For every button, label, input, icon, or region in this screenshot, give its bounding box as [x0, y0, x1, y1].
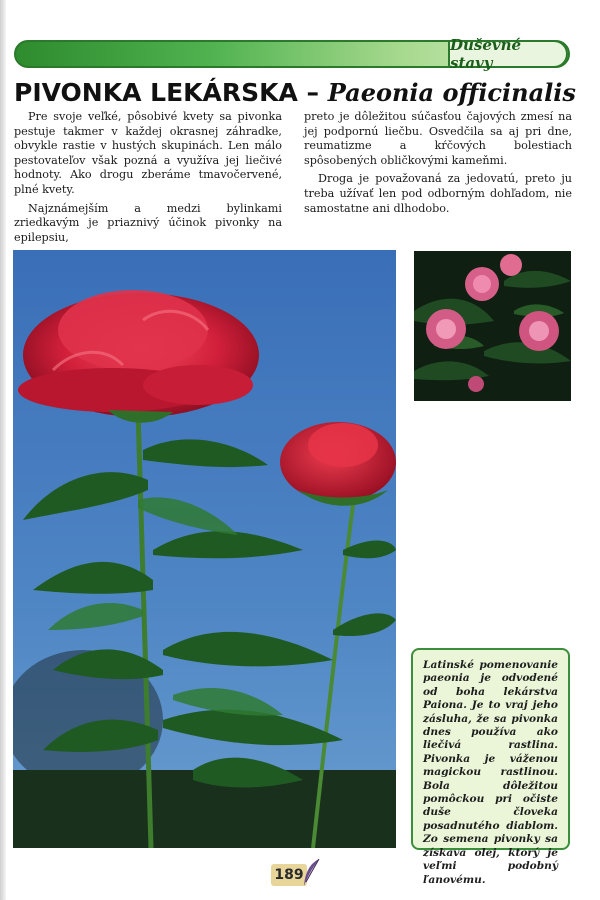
page-edge [0, 0, 6, 900]
title-latin: Paeonia officinalis [327, 78, 576, 107]
page-footer [267, 858, 327, 892]
paragraph: preto je dôležitou súčasťou čajových zmesí na jej podpornú liečbu. Osvedčila sa aj pri dne, reumatizme a kŕčových bolestiach spôsobených obličkovými kameňmi. [304, 110, 572, 167]
paragraph: Pre svoje veľké, pôsobivé kvety sa pivonka pestuje takmer v každej okrasnej záhradke, obvykle rastie v hustých skupinách. Len málo pestovateľov však pozná a využíva jej liečivé hodnoty. Ako drogu zberáme tmavočervené, plné kvety. [14, 110, 282, 196]
text-column-right [304, 110, 572, 220]
peony-photo-small [414, 251, 571, 401]
paragraph: Najznámejším a medzi bylinkami zriedkavým je priaznivý účinok pivonky na epilepsiu, [14, 201, 282, 244]
section-label: Duševné stavy [448, 40, 568, 68]
info-box [411, 648, 570, 886]
page-title [14, 78, 584, 107]
paragraph: Droga je považovaná za jedovatú, preto ju treba užívať len pod odborným dohľadom, nie samostatne ani dlhodobo. [304, 172, 572, 215]
page-number: 189 [271, 864, 307, 886]
text-column-left [14, 110, 282, 249]
peony-photo-main [13, 250, 396, 848]
quill-icon [301, 858, 323, 888]
info-box-text: Latinské pomenovanie paeonia je odvodené od boha lekárstva Paiona. Je to vraj jeho zásluha, že sa pivonka dnes používa ako liečivá rastlina. Pivonka je váženou magickou rastlinou. Bola dôležitou pomôckou pri očiste duše človeka posadnutého diablom. Zo semena pivonky sa získava olej, ktorý je veľmi podobný ľanovému. [423, 659, 558, 886]
title-main: PIVONKA LEKÁRSKA – [14, 78, 328, 107]
section-header-band [14, 36, 570, 72]
